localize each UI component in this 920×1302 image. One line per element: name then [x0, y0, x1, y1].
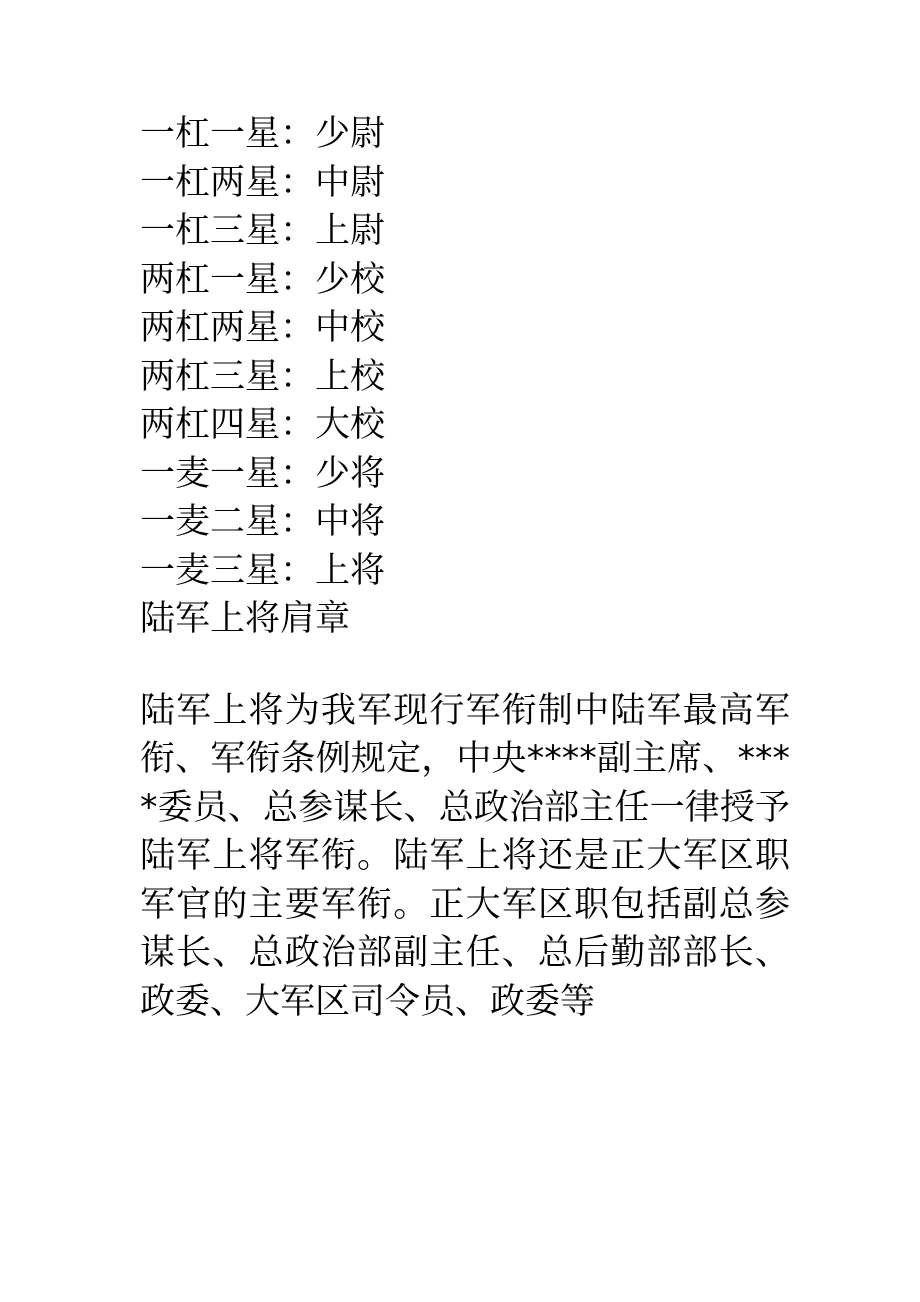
body-paragraph: 陆军上将为我军现行军衔制中陆军最高军衔、军衔条例规定，中央****副主席、****委员、总参谋长、总政治部主任一律授予陆军上将军衔。陆军上将还是正大军区职军官的主要军衔。正大军区职包括副总参谋长、总政治部副主任、总后勤部部长、政委、大军区司令员、政委等: [140, 690, 790, 1022]
rank-line: 一麦二星：中将: [140, 502, 386, 542]
rank-line: 两杠四星：大校: [140, 405, 386, 445]
rank-line: 一麦一星：少将: [140, 453, 386, 494]
rank-list: [140, 110, 790, 595]
rank-line: 一杠一星：少尉: [140, 114, 386, 154]
rank-line: 两杠一星：少校: [140, 259, 386, 300]
rank-line: 两杠两星：中校: [140, 308, 386, 348]
rank-line: 一麦三星：上将: [140, 550, 386, 591]
rank-line: 两杠三星：上校: [140, 356, 386, 397]
document-page: [140, 110, 790, 1061]
rank-line: 一杠两星：中尉: [140, 162, 386, 203]
rank-line: 一杠三星：上尉: [140, 211, 386, 251]
section-heading: 陆军上将肩章: [140, 599, 351, 639]
